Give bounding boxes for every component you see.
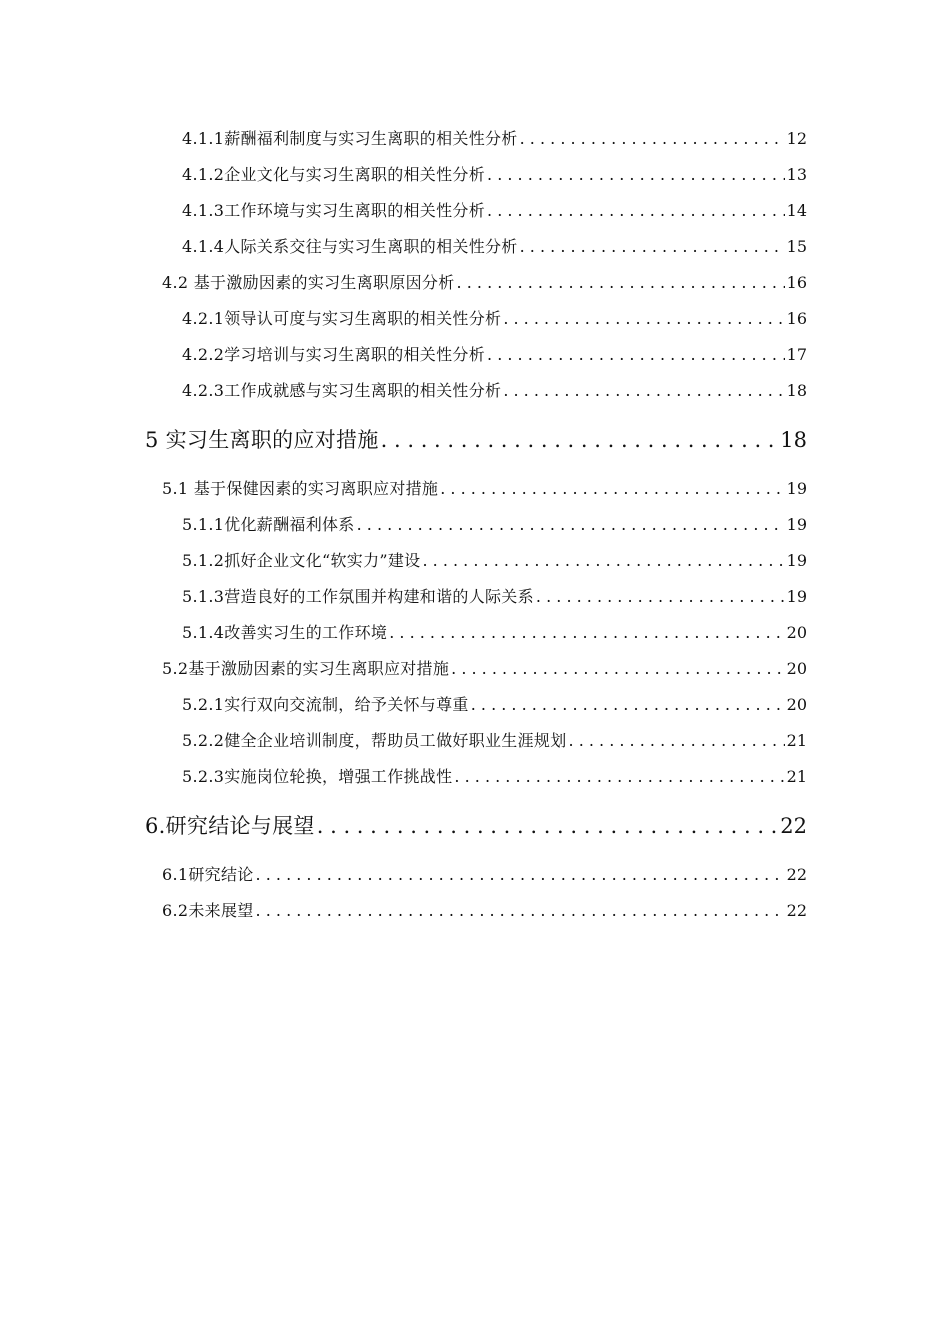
toc-page-number: 20 (786, 659, 807, 678)
toc-entry-5-1-2[interactable] (182, 548, 807, 571)
toc-entry-4-1-3[interactable] (182, 198, 807, 221)
toc-leader-dots (422, 551, 784, 570)
toc-page-number: 20 (786, 623, 807, 642)
toc-entry-label: 4.2.1领导认可度与实习生离职的相关性分析 (182, 309, 502, 328)
toc-entry-label: 5 实习生离职的应对措施 (145, 428, 379, 452)
toc-page-number: 22 (786, 865, 807, 884)
toc-page-number: 14 (786, 201, 807, 220)
toc-leader-dots (317, 814, 779, 838)
toc-entry-label: 5.1.2抓好企业文化“软实力”建设 (182, 551, 421, 570)
toc-page-number: 21 (786, 731, 807, 750)
toc-entry-label: 4.1.3工作环境与实习生离职的相关性分析 (182, 201, 486, 220)
toc-entry-4-2-1[interactable] (182, 306, 807, 329)
toc-entry-label: 4.2.3工作成就感与实习生离职的相关性分析 (182, 381, 502, 400)
toc-entry-4-1-2[interactable] (182, 162, 807, 185)
toc-entry-label: 4.1.2企业文化与实习生离职的相关性分析 (182, 165, 486, 184)
toc-entry-5-2-2[interactable] (182, 728, 807, 751)
toc-leader-dots (520, 129, 785, 148)
toc-leader-dots (503, 381, 784, 400)
toc-page-number: 22 (780, 814, 807, 838)
toc-page-number: 17 (786, 345, 807, 364)
toc-page-number: 22 (786, 901, 807, 920)
toc-page-number: 21 (786, 767, 807, 786)
toc-entry-5-1[interactable] (162, 476, 807, 499)
toc-leader-dots (440, 479, 784, 498)
toc-leader-dots (503, 309, 784, 328)
toc-entry-5-2-3[interactable] (182, 764, 807, 787)
toc-leader-dots (256, 865, 785, 884)
toc-entry-5-2-1[interactable] (182, 692, 807, 715)
toc-leader-dots (487, 165, 785, 184)
toc-entry-label: 5.1.3营造良好的工作氛围并构建和谐的人际关系 (182, 587, 534, 606)
toc-entry-label: 4.1.4人际关系交往与实习生离职的相关性分析 (182, 237, 518, 256)
toc-leader-dots (536, 587, 785, 606)
toc-entry-label: 5.1.1优化薪酬福利体系 (182, 515, 355, 534)
toc-page-number: 15 (786, 237, 807, 256)
toc-leader-dots (256, 901, 785, 920)
toc-leader-dots (487, 345, 785, 364)
toc-entry-5-1-4[interactable] (182, 620, 807, 643)
toc-leader-dots (389, 623, 784, 642)
toc-entry-6-2[interactable] (162, 898, 807, 921)
toc-entry-5-2[interactable] (162, 656, 807, 679)
toc-entry-4-2-3[interactable] (182, 378, 807, 401)
toc-entry-label: 4.1.1薪酬福利制度与实习生离职的相关性分析 (182, 129, 518, 148)
toc-leader-dots (457, 273, 785, 292)
toc-leader-dots (454, 767, 784, 786)
toc-page-number: 19 (786, 515, 807, 534)
toc-leader-dots (451, 659, 784, 678)
toc-page-number: 20 (786, 695, 807, 714)
toc-page-number: 19 (786, 479, 807, 498)
toc-entry-label: 5.1.4改善实习生的工作环境 (182, 623, 388, 642)
toc-page-number: 16 (786, 273, 807, 292)
toc-page-number: 18 (786, 381, 807, 400)
toc-entry-4-2[interactable] (162, 270, 807, 293)
toc-leader-dots (357, 515, 785, 534)
toc-page-number: 12 (786, 129, 807, 148)
toc-leader-dots (520, 237, 785, 256)
toc-page-number: 13 (786, 165, 807, 184)
toc-entry-6[interactable] (145, 810, 807, 840)
toc-leader-dots (569, 731, 785, 750)
toc-entry-6-1[interactable] (162, 862, 807, 885)
toc-entry-label: 6.2未来展望 (162, 901, 254, 920)
toc-entry-4-1-1[interactable] (182, 126, 807, 149)
toc-entry-4-2-2[interactable] (182, 342, 807, 365)
toc-page-number: 19 (786, 551, 807, 570)
toc-leader-dots (487, 201, 785, 220)
toc-leader-dots (381, 428, 779, 452)
toc-page-number: 18 (780, 428, 807, 452)
toc-entry-5-1-1[interactable] (182, 512, 807, 535)
toc-entry-label: 4.2 基于激励因素的实习生离职原因分析 (162, 273, 455, 292)
toc-entry-label: 5.2基于激励因素的实习生离职应对措施 (162, 659, 450, 678)
toc-entry-5-1-3[interactable] (182, 584, 807, 607)
toc-page-number: 16 (786, 309, 807, 328)
toc-entry-label: 5.2.3实施岗位轮换，增强工作挑战性 (182, 767, 453, 786)
toc-leader-dots (471, 695, 785, 714)
toc-entry-label: 5.2.2健全企业培训制度，帮助员工做好职业生涯规划 (182, 731, 567, 750)
toc-entry-label: 5.1 基于保健因素的实习离职应对措施 (162, 479, 439, 498)
toc-entry-5[interactable] (145, 424, 807, 454)
toc-entry-label: 6.研究结论与展望 (145, 814, 315, 838)
toc-entry-4-1-4[interactable] (182, 234, 807, 257)
toc-entry-label: 6.1研究结论 (162, 865, 254, 884)
toc-entry-label: 4.2.2学习培训与实习生离职的相关性分析 (182, 345, 486, 364)
toc-entry-label: 5.2.1实行双向交流制，给予关怀与尊重 (182, 695, 469, 714)
toc-page-number: 19 (786, 587, 807, 606)
